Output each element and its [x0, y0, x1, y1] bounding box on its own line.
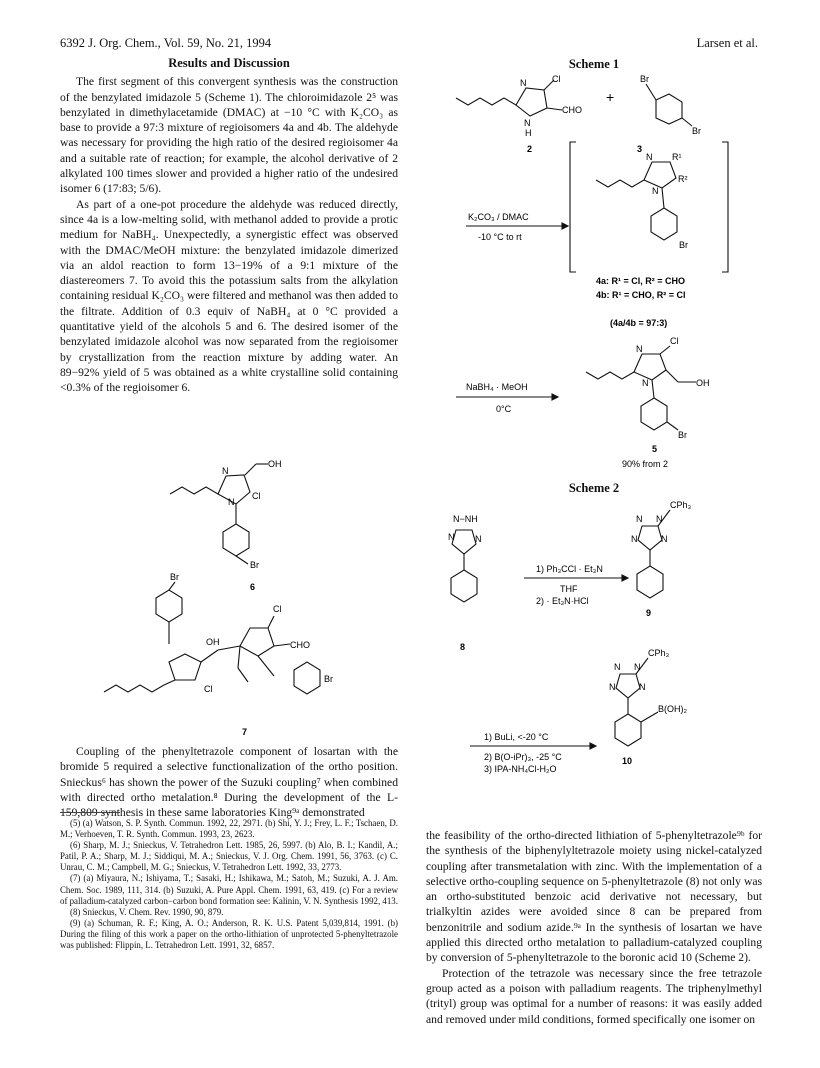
s2-cmpd9-cph3: CPh₃ [670, 500, 692, 510]
s2-cmpd10-boh2: B(OH)₂ [658, 704, 687, 714]
s2-cond1-c: 2) · Et₃N·HCl [536, 596, 589, 606]
s2-cond2-a: 1) BuLi, <-20 °C [484, 732, 549, 742]
cmpd6-oh: OH [268, 459, 282, 469]
paragraph-3: Coupling of the phenyltetrazole component of losartan with the bromide 5 required a selective functionalization of the ortho position. Snieckus⁶ has shown the power of the Suzuki coupling⁷ when combined with directed ortho metalation.⁸ During the development of the L-159,809 synthesis in these same laboratories King⁹ᵃ demonstrated [60, 745, 398, 820]
s2-cmpd8-nnh: N−NH [453, 514, 478, 524]
paragraph-5: Protection of the tetrazole was necessary since the free tetrazole group acted as a poison with palladium reagents. The triphenylmethyl (trityl) group was optimal for a number of reasons: it was easily added and removed under mild conditions, formed specifically one isomer on [426, 966, 762, 1026]
s2-cmpd8-n4: N [475, 534, 482, 544]
paragraph-1: The first segment of this convergent synthesis was the construction of the benzylated imidazole 5 (Scheme 1). The chloroimidazole 2⁵ was benzylated in dimethylacetamide (DMAC) at −10 °C with K₂CO₃ as base to provide a 97:3 mixture of regioisomers 4a and 4b. The aldehyde was necessary for providing the high ratio of the desired regioisomer 4a and a suitable rate of reaction; for example, the alcohol derivative of 2 alkylated 100 times slower and provided a higher ratio of the undesired isomer 6 (17:83; 5/6). [60, 75, 398, 196]
s1-cmpd3-br2: Br [692, 126, 701, 136]
footnote-6: (6) Sharp, M. J.; Snieckus, V. Tetrahedron Lett. 1985, 26, 5997. (b) Alo, B. I.; Kandil, A.; Patil, P. A.; Sharp, M. J.; Siddiqui, M. A.; Snieckus, V. J. Org. Chem. 1991, 56, 3763. (c) C. Unrau, C. M.; Campbell, M. G.; Snieckus, V. Tetrahedron Lett. 1992, 33, 2773. [60, 840, 398, 873]
cmpd6-number: 6 [250, 582, 256, 592]
s2-cmpd9-n1: N [636, 514, 643, 524]
s1-cmpd3-br1: Br [640, 74, 649, 84]
running-header-right: Larsen et al. [696, 36, 758, 50]
s2-cmpd10-n2: N [634, 662, 641, 672]
scheme-2 [426, 498, 762, 820]
scheme2-title: Scheme 2 [568, 481, 620, 495]
cmpd6-n2: N [228, 497, 235, 507]
s1-cmpd5-number: 5 [652, 444, 658, 454]
s1-int-r1: R¹ [672, 152, 682, 162]
footnote-5: (5) (a) Watson, S. P. Synth. Commun. 1992, 22, 2971. (b) Shi, Y. J.; Frey, L. F.; Tschaen, D. M.; Verhoeven, T. R. Synth. Commun. 1993, 23, 2623. [60, 818, 398, 840]
s2-cmpd9-n4: N [661, 534, 668, 544]
s1-cond1-top: K₂CO₃ / DMAC [468, 212, 529, 222]
s2-cmpd10-cph3: CPh₃ [648, 648, 670, 658]
s2-cmpd9-n2: N [656, 514, 663, 524]
cmpd7-number: 7 [242, 727, 248, 737]
s1-cond1-bottom: -10 °C to rt [478, 232, 522, 242]
cmpd6-br: Br [250, 560, 259, 570]
s2-cond1-a: 1) Ph₃CCl · Et₃N [536, 564, 603, 574]
s1-cmpd2-n1: N [520, 78, 527, 88]
left-column-top [60, 56, 398, 396]
s1-cmpd5-br: Br [678, 430, 687, 440]
scheme-1 [426, 72, 762, 472]
s1-int-br: Br [679, 240, 688, 250]
footnote-7: (7) (a) Miyaura, N.; Ishiyama, T.; Sasaki, H.; Ishikawa, M.; Satoh, M.; Suzuki, A. J. Am. Chem. Soc. 1989, 111, 314. (b) Suzuki, A. Pure Appl. Chem. 1991, 63, 419. (c) For a review of palladium-catalyzed carbon−carbon bond formation see: Kalinin, V. N. Synthesis 1992, 413. [60, 873, 398, 906]
paragraph-2: As part of a one-pot procedure the aldehyde was reduced directly, since 4a is a low-melting solid, with methanol added to provide a protic medium for NaBH₄. Unexpectedly, a synergistic effect was observed with the DMAC/MeOH mixture: the benzylated imidazole dimerized via an aldol reaction to form 13−19% of a 9:1 mixture of the diastereomers 7. To avoid this the potassium salts from the alkylation containing residual K₂CO₃ were filtered and methanol was then added to the filtrate. Addition of 0.3 equiv of NaBH₄ at 0 °C provided a quantitative yield of the alcohols 5 and 6. The desired isomer of the benzylated imidazole alcohol was now separated from the regioisomer by crystallization from the reaction mixture by adding water. An 89−92% yield of 5 was obtained as a white crystalline solid containing <0.3% of the regioisomer 6. [60, 197, 398, 395]
s2-cond2-b: 2) B(O-iPr)₃, -25 °C [484, 752, 562, 762]
s1-cmpd5-cl: Cl [670, 336, 679, 346]
s1-line-4a: 4a: R¹ = Cl, R² = CHO [596, 276, 686, 286]
s2-cmpd9-number: 9 [646, 608, 652, 618]
s1-line-4b: 4b: R¹ = CHO, R² = Cl [596, 290, 686, 300]
scheme1-title: Scheme 1 [568, 57, 620, 71]
left-column-bottom [60, 744, 398, 820]
s1-cmpd2-cho: CHO [562, 105, 582, 115]
structures-6-7 [60, 430, 398, 742]
footnotes [60, 818, 398, 951]
footnote-9: (9) (a) Schuman, R. F.; King, A. O.; Anderson, R. K. U.S. Patent 5,039,814, 1991. (b) During the filing of this work a paper on the ortho-lithiation of unprotected 5-phenyltetrazole was published: Flippin, L. Tetrahedron Lett. 1991, 32, 6857. [60, 917, 398, 951]
s2-cmpd8-number: 8 [460, 642, 466, 652]
cmpd6-cl: Cl [252, 491, 261, 501]
s1-cmpd2-h: H [525, 128, 532, 138]
s1-cond2-top: NaBH₄ · MeOH [466, 382, 528, 392]
s2-cmpd10-number: 10 [622, 756, 633, 766]
cmpd7-br: Br [170, 572, 179, 582]
cmpd7-oh: OH [206, 637, 220, 647]
s2-cmpd10-n4: N [639, 682, 646, 692]
s1-cmpd2-number: 2 [527, 144, 533, 154]
cmpd6-n1: N [222, 466, 229, 476]
s1-cmpd5-n2: N [642, 378, 649, 388]
s1-cond2-bottom: 0°C [496, 404, 512, 414]
paragraph-4: the feasibility of the ortho-directed lithiation of 5-phenyltetrazole⁹ᵇ for the synthesis of the biphenylyltetrazole moiety using nickel-catalyzed coupling after transmetalation with zinc. With the implementation of a selective ortho-coupling sequence on 5-phenyltetrazole (8) not only was an ortho-substituted benzoic acid derivative not necessary, but trialkyltin azides were avoided since 8 can be prepared from benzonitrile and sodium azide.⁹ᵃ In the synthesis of losartan we have applied this directed ortho metalation to palladium-catalyzed coupling by conversion of 5-phenyltetrazole to the boronic acid 10 (Scheme 2). [426, 829, 762, 965]
s1-int-n1: N [646, 152, 653, 162]
s2-cmpd9-n3: N [631, 534, 638, 544]
s1-int-n2: N [652, 186, 659, 196]
s1-cmpd2-n2: N [524, 118, 531, 128]
s1-ratio: (4a/4b = 97:3) [610, 318, 668, 328]
cmpd7-cl2: Cl [204, 684, 213, 694]
cmpd7-cho: CHO [290, 640, 310, 650]
cmpd7-br2: Br [324, 674, 333, 684]
s2-cond1-b: THF [560, 584, 578, 594]
s1-int-r2: R² [678, 174, 688, 184]
section-title: Results and Discussion [168, 56, 290, 70]
s1-cmpd5-oh: OH [696, 378, 710, 388]
footnote-rule [60, 812, 120, 813]
s2-cond2-c: 3) IPA-NH₄Cl-H₂O [484, 764, 557, 774]
s1-plus: + [606, 89, 615, 105]
footnote-8: (8) Snieckus, V. Chem. Rev. 1990, 90, 879. [70, 906, 224, 917]
s1-cmpd2-cl: Cl [552, 74, 561, 84]
s2-cmpd10-n3: N [609, 682, 616, 692]
s1-cmpd5-n1: N [636, 344, 643, 354]
s2-cmpd8-n3: N [448, 532, 455, 542]
s1-cmpd3-number: 3 [637, 144, 643, 154]
cmpd7-cl1: Cl [273, 604, 282, 614]
s2-cmpd10-n1: N [614, 662, 621, 672]
right-column-bottom [426, 828, 762, 1027]
s1-yield5: 90% from 2 [622, 459, 669, 469]
running-header-left: 6392 J. Org. Chem., Vol. 59, No. 21, 1994 [60, 36, 272, 50]
